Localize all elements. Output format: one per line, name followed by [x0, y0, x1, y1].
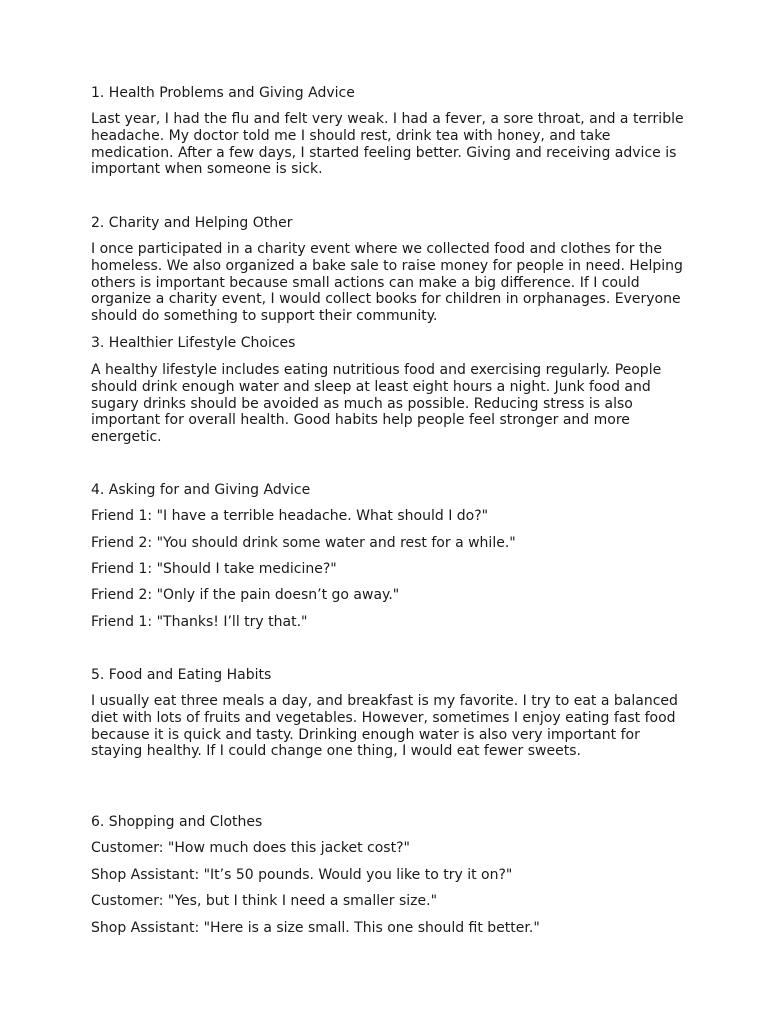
- dialogue-line: Customer: "How much does this jacket cost?": [91, 840, 410, 856]
- dialogue-line: Customer: "Yes, but I think I need a smaller size.": [91, 893, 438, 909]
- section-3-body: A healthy lifestyle includes eating nutritious food and exercising regularly. People should drink enough water and sleep at least eight hours a night. Junk food and sugary drinks should be avoided as much as possible. Reducing stress is also important for overall health. Good habits help people feel stronger and more energetic.: [91, 362, 662, 446]
- dialogue-line: Friend 1: "Thanks! I’ll try that.": [91, 614, 308, 630]
- section-1-body: Last year, I had the flu and felt very weak. I had a fever, a sore throat, and a terrible headache. My doctor told me I should rest, drink tea with honey, and take medication. After a few days, I started feeling better. Giving and receiving advice is important when someone is sick.: [91, 111, 684, 178]
- section-6-heading: 6. Shopping and Clothes: [91, 814, 263, 830]
- dialogue-line: Friend 1: "I have a terrible headache. What should I do?": [91, 508, 489, 524]
- section-2-heading: 2. Charity and Helping Other: [91, 215, 293, 231]
- dialogue-line: Friend 2: "Only if the pain doesn’t go away.": [91, 587, 400, 603]
- dialogue-line: Shop Assistant: "It’s 50 pounds. Would you like to try it on?": [91, 867, 513, 883]
- section-5-heading: 5. Food and Eating Habits: [91, 667, 272, 683]
- section-4-heading: 4. Asking for and Giving Advice: [91, 482, 311, 498]
- dialogue-line: Friend 2: "You should drink some water and rest for a while.": [91, 535, 516, 551]
- section-5-body: I usually eat three meals a day, and breakfast is my favorite. I try to eat a balanced diet with lots of fruits and vegetables. However, sometimes I enjoy eating fast food because it is quick and tasty. Drinking enough water is also very important for staying healthy. If I could change one thing, I would eat fewer sweets.: [91, 693, 678, 760]
- section-3-heading: 3. Healthier Lifestyle Choices: [91, 335, 296, 351]
- section-2-body: I once participated in a charity event where we collected food and clothes for the homeless. We also organized a bake sale to raise money for people in need. Helping others is important because small actions can make a big difference. If I could organize a charity event, I would collect books for children in orphanages. Everyone should do something to support their community.: [91, 241, 683, 325]
- dialogue-line: Shop Assistant: "Here is a size small. This one should fit better.": [91, 920, 540, 936]
- section-1-heading: 1. Health Problems and Giving Advice: [91, 85, 355, 101]
- dialogue-line: Friend 1: "Should I take medicine?": [91, 561, 337, 577]
